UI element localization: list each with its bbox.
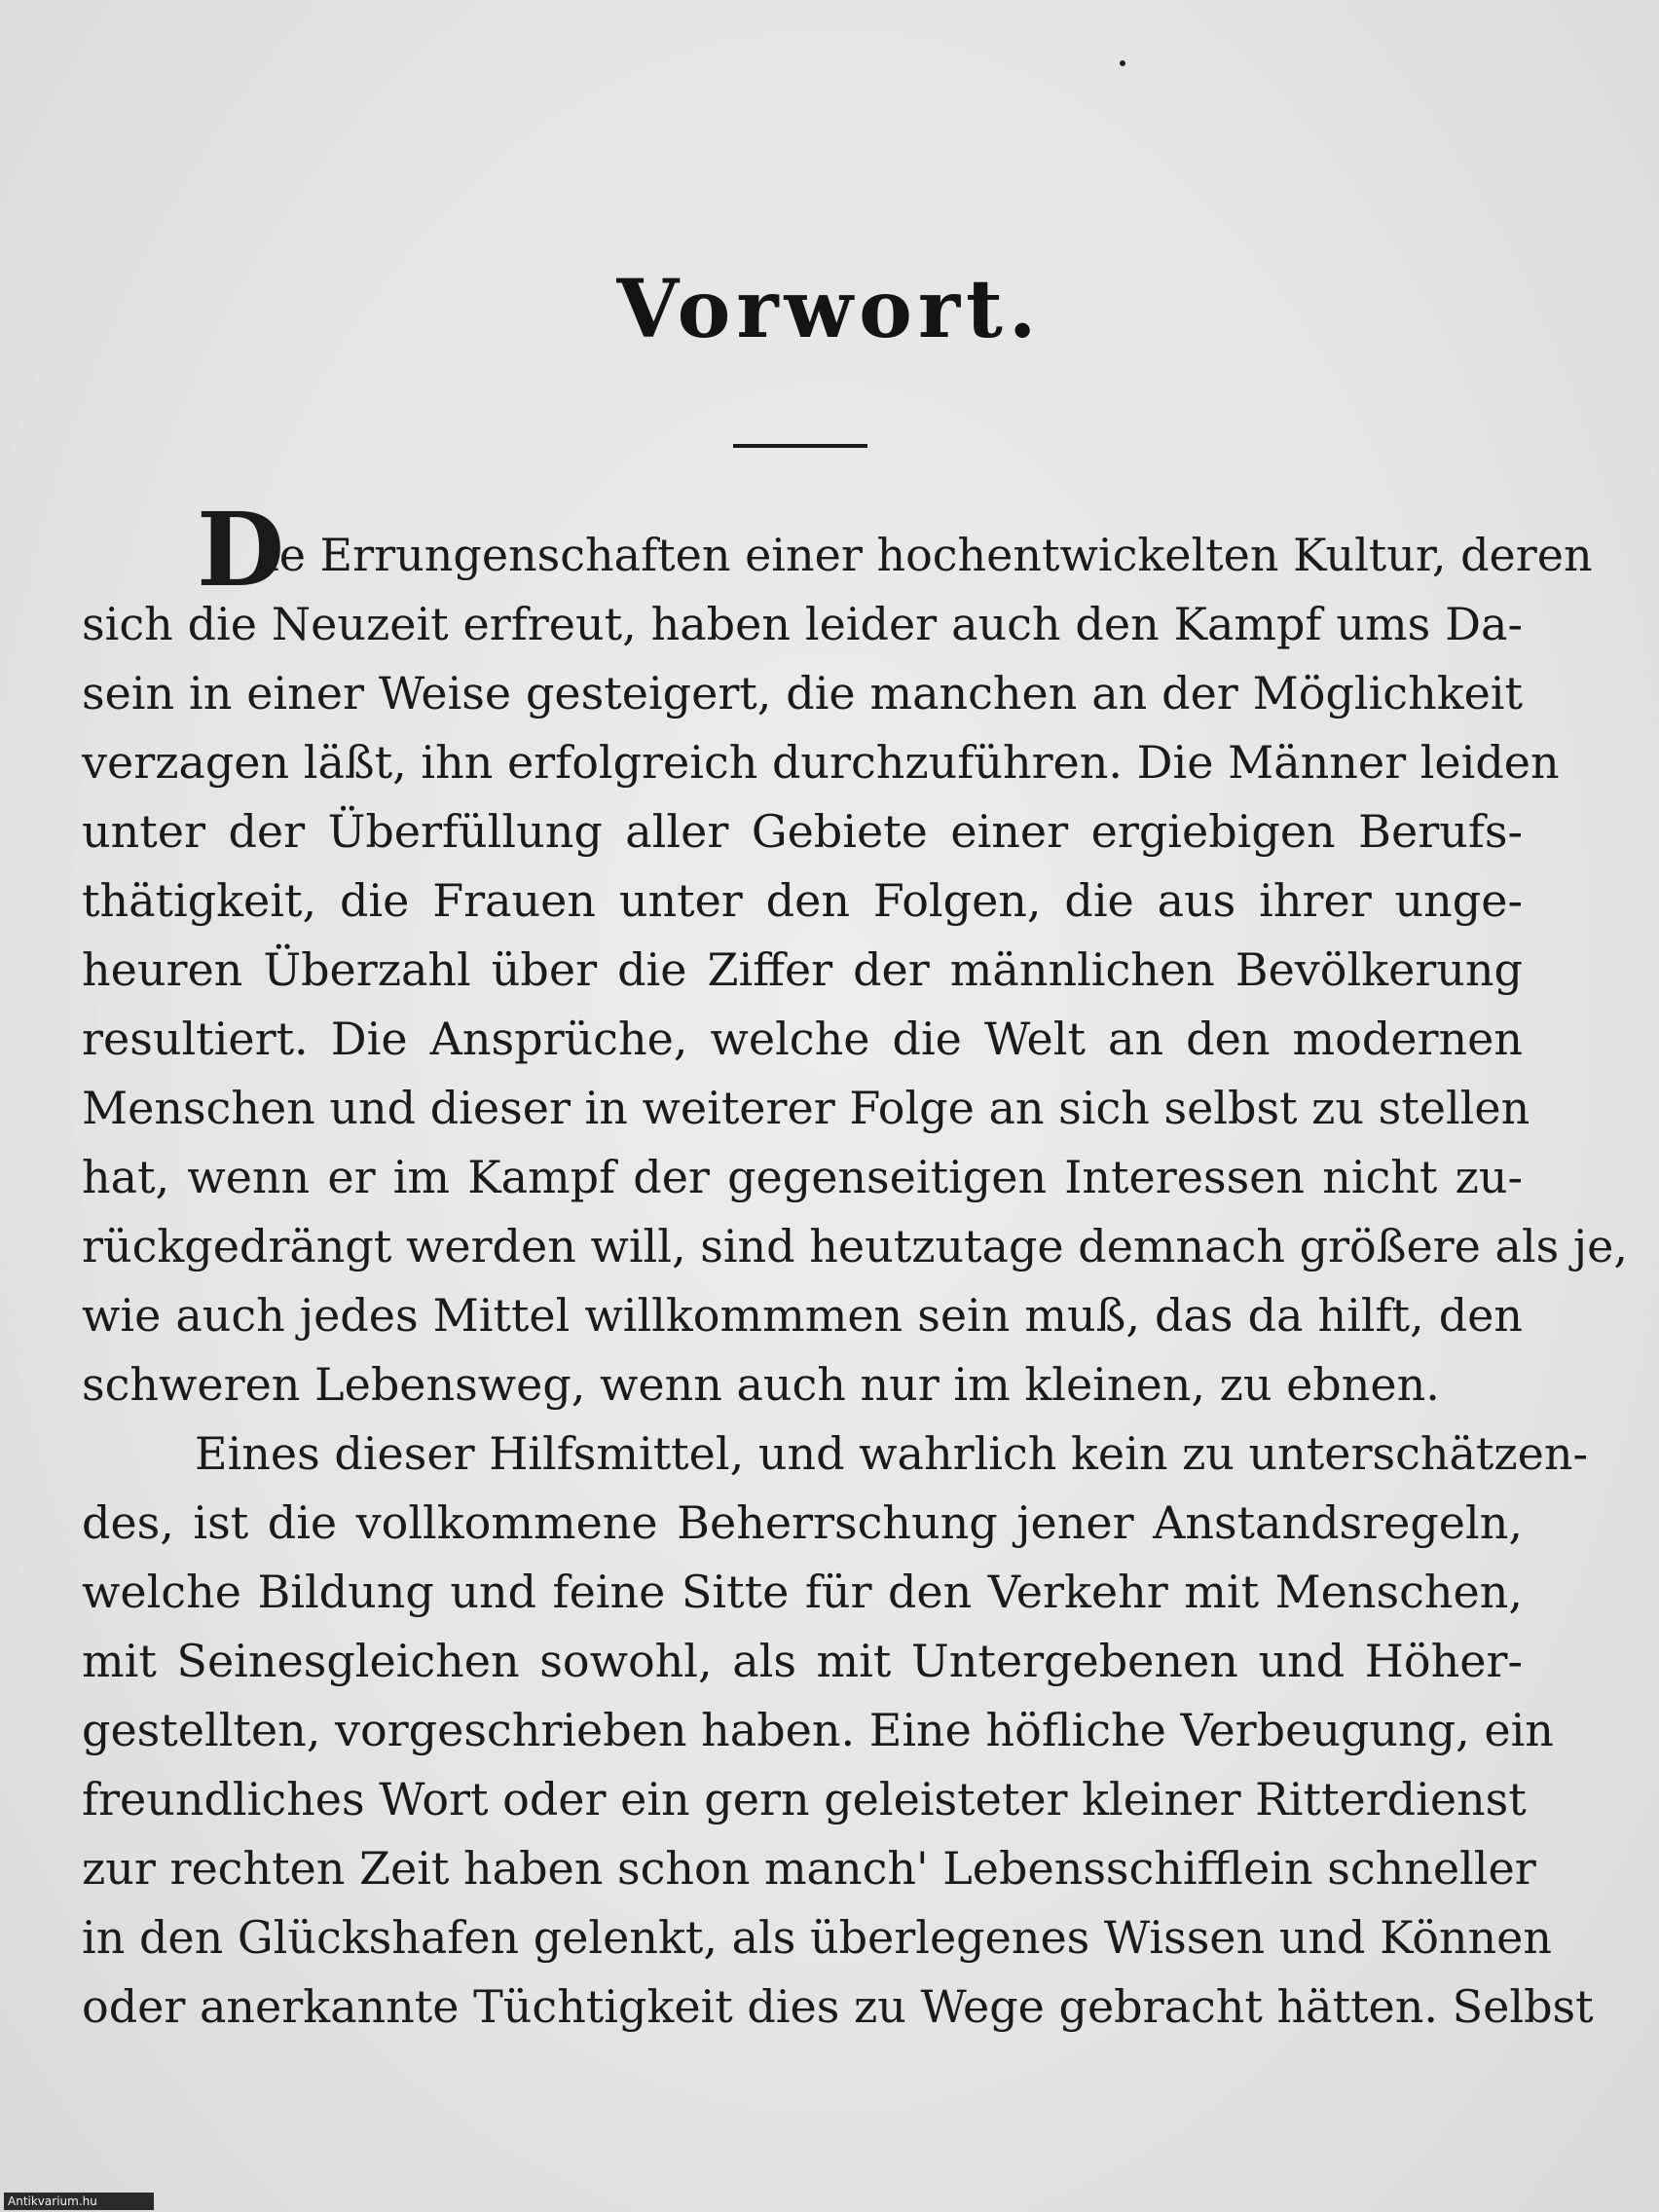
text-line: heuren Überzahl über die Ziffer der männlichen Bevölkerung xyxy=(82,943,1523,996)
text-line: hat, wenn er im Kampf der gegenseitigen Interessen nicht zu- xyxy=(82,1151,1523,1203)
text-line: in den Glückshafen gelenkt, als überlegenes Wissen und Können xyxy=(82,1911,1553,1964)
page-title: Vorwort. xyxy=(616,263,1043,356)
text-line-first xyxy=(82,490,1593,609)
title-divider xyxy=(733,444,867,448)
body-text xyxy=(82,490,1628,2042)
text-line: verzagen läßt, ihn erfolgreich durchzuführen. Die Männer leiden xyxy=(82,736,1560,789)
text-line: oder anerkannte Tüchtigkeit dies zu Wege gebracht hätten. Selbst xyxy=(82,1980,1594,2033)
text-line: zur rechten Zeit haben schon manch' Lebensschifflein schneller xyxy=(82,1842,1536,1895)
text-line: wie auch jedes Mittel willkommmen sein muß, das da hilft, den xyxy=(82,1289,1523,1342)
text-line: des, ist die vollkommene Beherrschung jener Anstandsregeln, xyxy=(82,1496,1523,1549)
ink-speck xyxy=(1120,60,1125,66)
watermark: Antikvarium.hu xyxy=(4,2193,154,2210)
text-line: mit Seinesgleichen sowohl, als mit Untergebenen und Höher- xyxy=(82,1635,1523,1687)
text-line: gestellten, vorgeschrieben haben. Eine höfliche Verbeugung, ein xyxy=(82,1704,1554,1756)
text-line: unter der Überfüllung aller Gebiete einer ergiebigen Berufs- xyxy=(82,805,1523,858)
text-line: schweren Lebensweg, wenn auch nur im kleinen, zu ebnen. xyxy=(82,1358,1440,1411)
text-line: Eines dieser Hilfsmittel, und wahrlich kein zu unterschätzen- xyxy=(195,1427,1589,1480)
text-line: Menschen und dieser in weiterer Folge an sich selbst zu stellen xyxy=(82,1082,1530,1134)
drop-cap: D xyxy=(197,490,285,609)
text-line: sein in einer Weise gesteigert, die manchen an der Möglichkeit xyxy=(82,667,1523,719)
text-line: welche Bildung und feine Sitte für den Verkehr mit Menschen, xyxy=(82,1566,1523,1618)
text-line: rückgedrängt werden will, sind heutzutage demnach größere als je, xyxy=(82,1220,1628,1272)
text-line: thätigkeit, die Frauen unter den Folgen, die aus ihrer unge- xyxy=(82,874,1523,927)
text-line: sich die Neuzeit erfreut, haben leider auch den Kampf ums Da- xyxy=(82,598,1523,650)
first-line-text: ie Errungenschaften einer hochentwickelten Kultur, deren xyxy=(265,529,1593,581)
text-line: resultiert. Die Ansprüche, welche die Welt an den modernen xyxy=(82,1013,1523,1065)
text-line: freundliches Wort oder ein gern geleisteter kleiner Ritterdienst xyxy=(82,1773,1527,1825)
